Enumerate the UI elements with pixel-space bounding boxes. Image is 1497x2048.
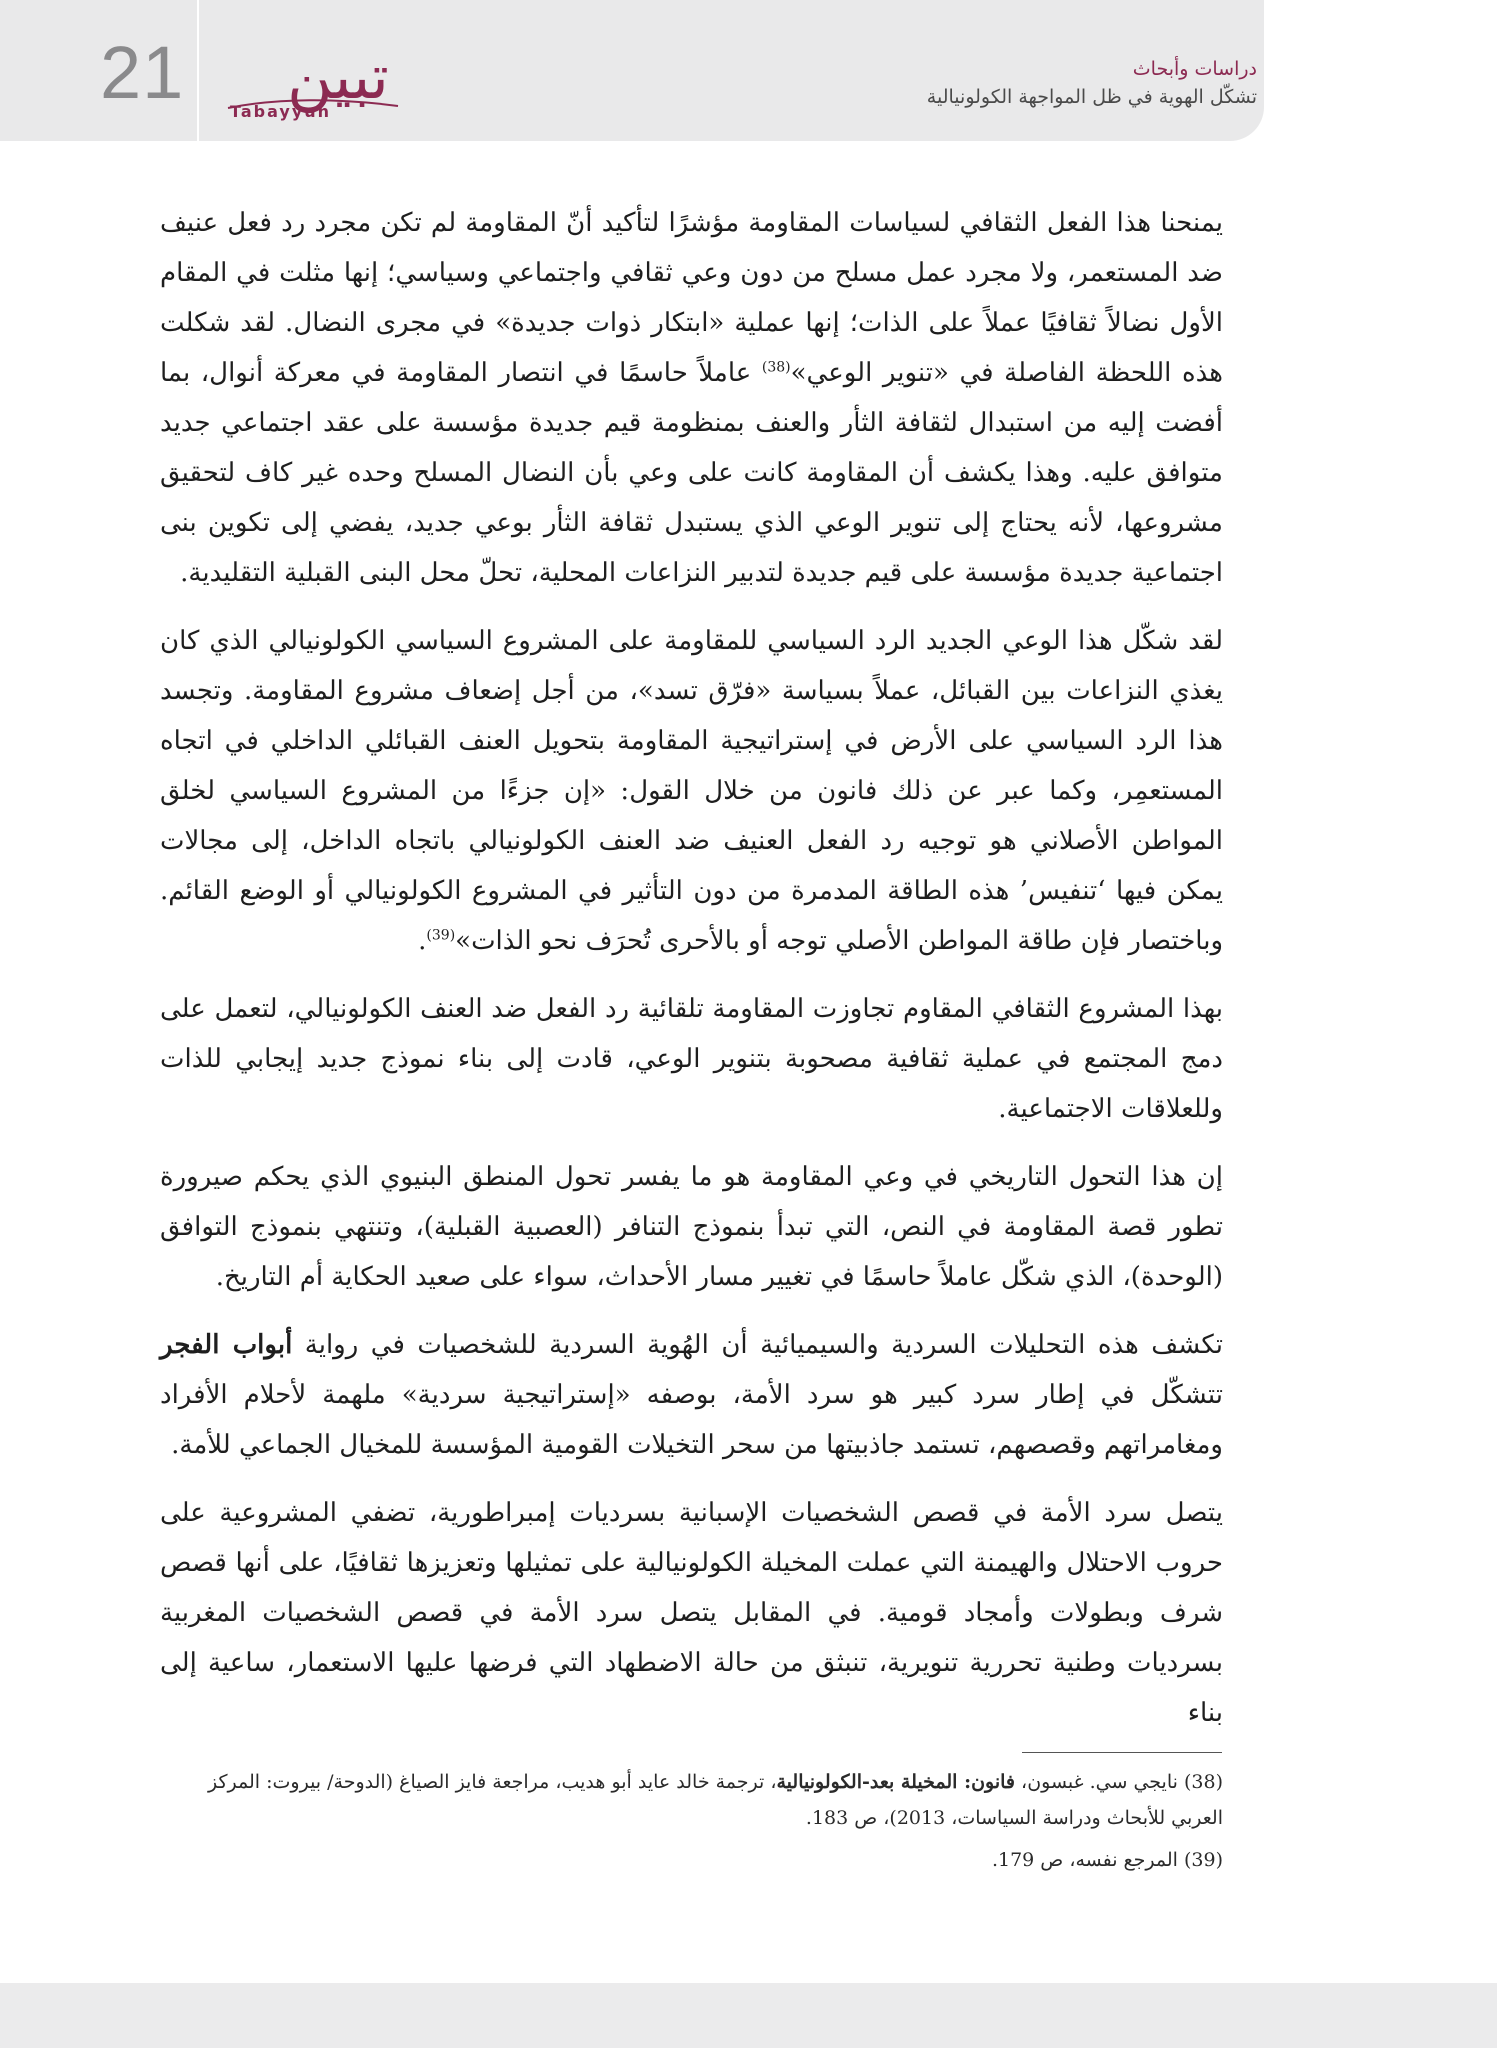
paragraph-2: لقد شكّل هذا الوعي الجديد الرد السياسي للمقاومة على المشروع السياسي الكولونيالي الذي كان يغذي النزاعات بين القبائل، عملاً بسياسة «فرّق تسد»، من أجل إضعاف مشروع المقاومة. وتجسد هذا الرد السياسي على الأرض في إستراتيجية المقاومة بتحويل العنف القبائلي الداخلي في اتجاه المستعمِر، وكما عبر عن ذلك فانون من خلال القول: «إن جزءًا من المشروع السياسي لخلق المواطن الأصلاني هو توجيه رد الفعل العنيف ضد العنف الكولونيالي باتجاه الداخل، إلى مجالات يمكن فيها ‘تنفيس’ هذه الطاقة المدمرة من دون التأثير في المشروع الكولونيالي أو الوضع القائم. وباختصار فإن طاقة المواطن الأصلي توجه أو بالأحرى تُحرَف نحو الذات»$^{(39)}$.: [160, 626, 1223, 956]
paragraph-6: يتصل سرد الأمة في قصص الشخصيات الإسبانية بسرديات إمبراطورية، تضفي المشروعية على حروب الاحتلال والهيمنة التي عملت المخيلة الكولونيالية على تمثيلها وتعزيزها ثقافيًا، على أنها قصص شرف وبطولات وأمجاد قومية. في المقابل يتصل سرد الأمة في قصص الشخصيات المغربية بسرديات وطنية تحررية تنويرية، تنبثق من حالة الاضطهاد التي فرضها عليها الاستعمار، ساعية إلى بناء: [160, 1498, 1223, 1728]
page-footer: [0, 1983, 1497, 2048]
logo-latin: Tabayyun: [230, 102, 332, 121]
paragraph-4: إن هذا التحول التاريخي في وعي المقاومة هو ما يفسر تحول المنطق البنيوي الذي يحكم صيرورة تطور قصة المقاومة في النص، التي تبدأ بنموذج التنافر (العصبية القبلية)، وتنتهي بنموذج التوافق (الوحدة)، الذي شكّل عاملاً حاسمًا في تغيير مسار الأحداث، سواء على صعيد الحكاية أم التاريخ.: [160, 1162, 1223, 1292]
section-title: دراسات وأبحاث: [1132, 58, 1257, 80]
footnote-38: (38) نايجي سي. غبسون، فانون: المخيلة بعد-الكولونيالية، ترجمة خالد عايد أبو هديب، مراجعة فايز الصياغ (الدوحة/ بيروت: المركز العربي للأبحاث ودراسة السياسات، 2013)، ص 183.: [208, 1771, 1223, 1829]
footnotes: [160, 1764, 1223, 1884]
page-number: 21: [100, 31, 185, 114]
footnote-ref-39[interactable]: (39): [426, 927, 456, 944]
paragraph-5: تكشف هذه التحليلات السردية والسيميائية أن الهُوية السردية للشخصيات في رواية أبواب الفجر تتشكّل في إطار سرد كبير هو سرد الأمة، بوصفه «إستراتيجية سردية» ملهمة لأحلام الأفراد ومغامراتهم وقصصهم، تستمد جاذبيتها من سحر التخيلات القومية المؤسسة للمخيال الجماعي للأمة.: [160, 1330, 1223, 1460]
footnote-ref-38[interactable]: (38): [761, 359, 791, 376]
footnote-divider: [1022, 1752, 1222, 1753]
article-subtitle: تشكّل الهوية في ظل المواجهة الكولونيالية: [926, 86, 1257, 108]
paragraph-3: بهذا المشروع الثقافي المقاوم تجاوزت المقاومة تلقائية رد الفعل ضد العنف الكولونيالي، لتعمل على دمج المجتمع في عملية ثقافية مصحوبة بتنوير الوعي، قادت إلى بناء نموذج جديد إيجابي للذات وللعلاقات الاجتماعية.: [160, 994, 1223, 1124]
article-body: [160, 198, 1223, 1756]
paragraph-1: يمنحنا هذا الفعل الثقافي لسياسات المقاومة مؤشرًا لتأكيد أنّ المقاومة لم تكن مجرد رد فعل عنيف ضد المستعمر، ولا مجرد عمل مسلح من دون وعي ثقافي واجتماعي وسياسي؛ إنها مثلت في المقام الأول نضالاً ثقافيًا عملاً على الذات؛ إنها عملية «ابتكار ذوات جديدة» في مجرى النضال. لقد شكلت هذه اللحظة الفاصلة في «تنوير الوعي»$^{(38)}$ عاملاً حاسمًا في انتصار المقاومة في معركة أنوال، بما أفضت إليه من استبدال لثقافة الثأر والعنف بمنظومة قيم جديدة مؤسسة على عقد اجتماعي جديد متوافق عليه. وهذا يكشف أن المقاومة كانت على وعي بأن النضال المسلح وحده غير كاف لتحقيق مشروعها، لأنه يحتاج إلى تنوير الوعي الذي يستبدل ثقافة الثأر بوعي جديد، يفضي إلى تكوين بنى اجتماعية جديدة مؤسسة على قيم جديدة لتدبير النزاعات المحلية، تحلّ محل البنى القبلية التقليدية.: [160, 208, 1223, 588]
logo-arabic: تبين: [287, 40, 389, 113]
header-divider: [197, 0, 199, 141]
footnote-39: (39) المرجع نفسه، ص 179.: [991, 1849, 1223, 1871]
novel-title: أبواب الفجر: [160, 1330, 293, 1360]
